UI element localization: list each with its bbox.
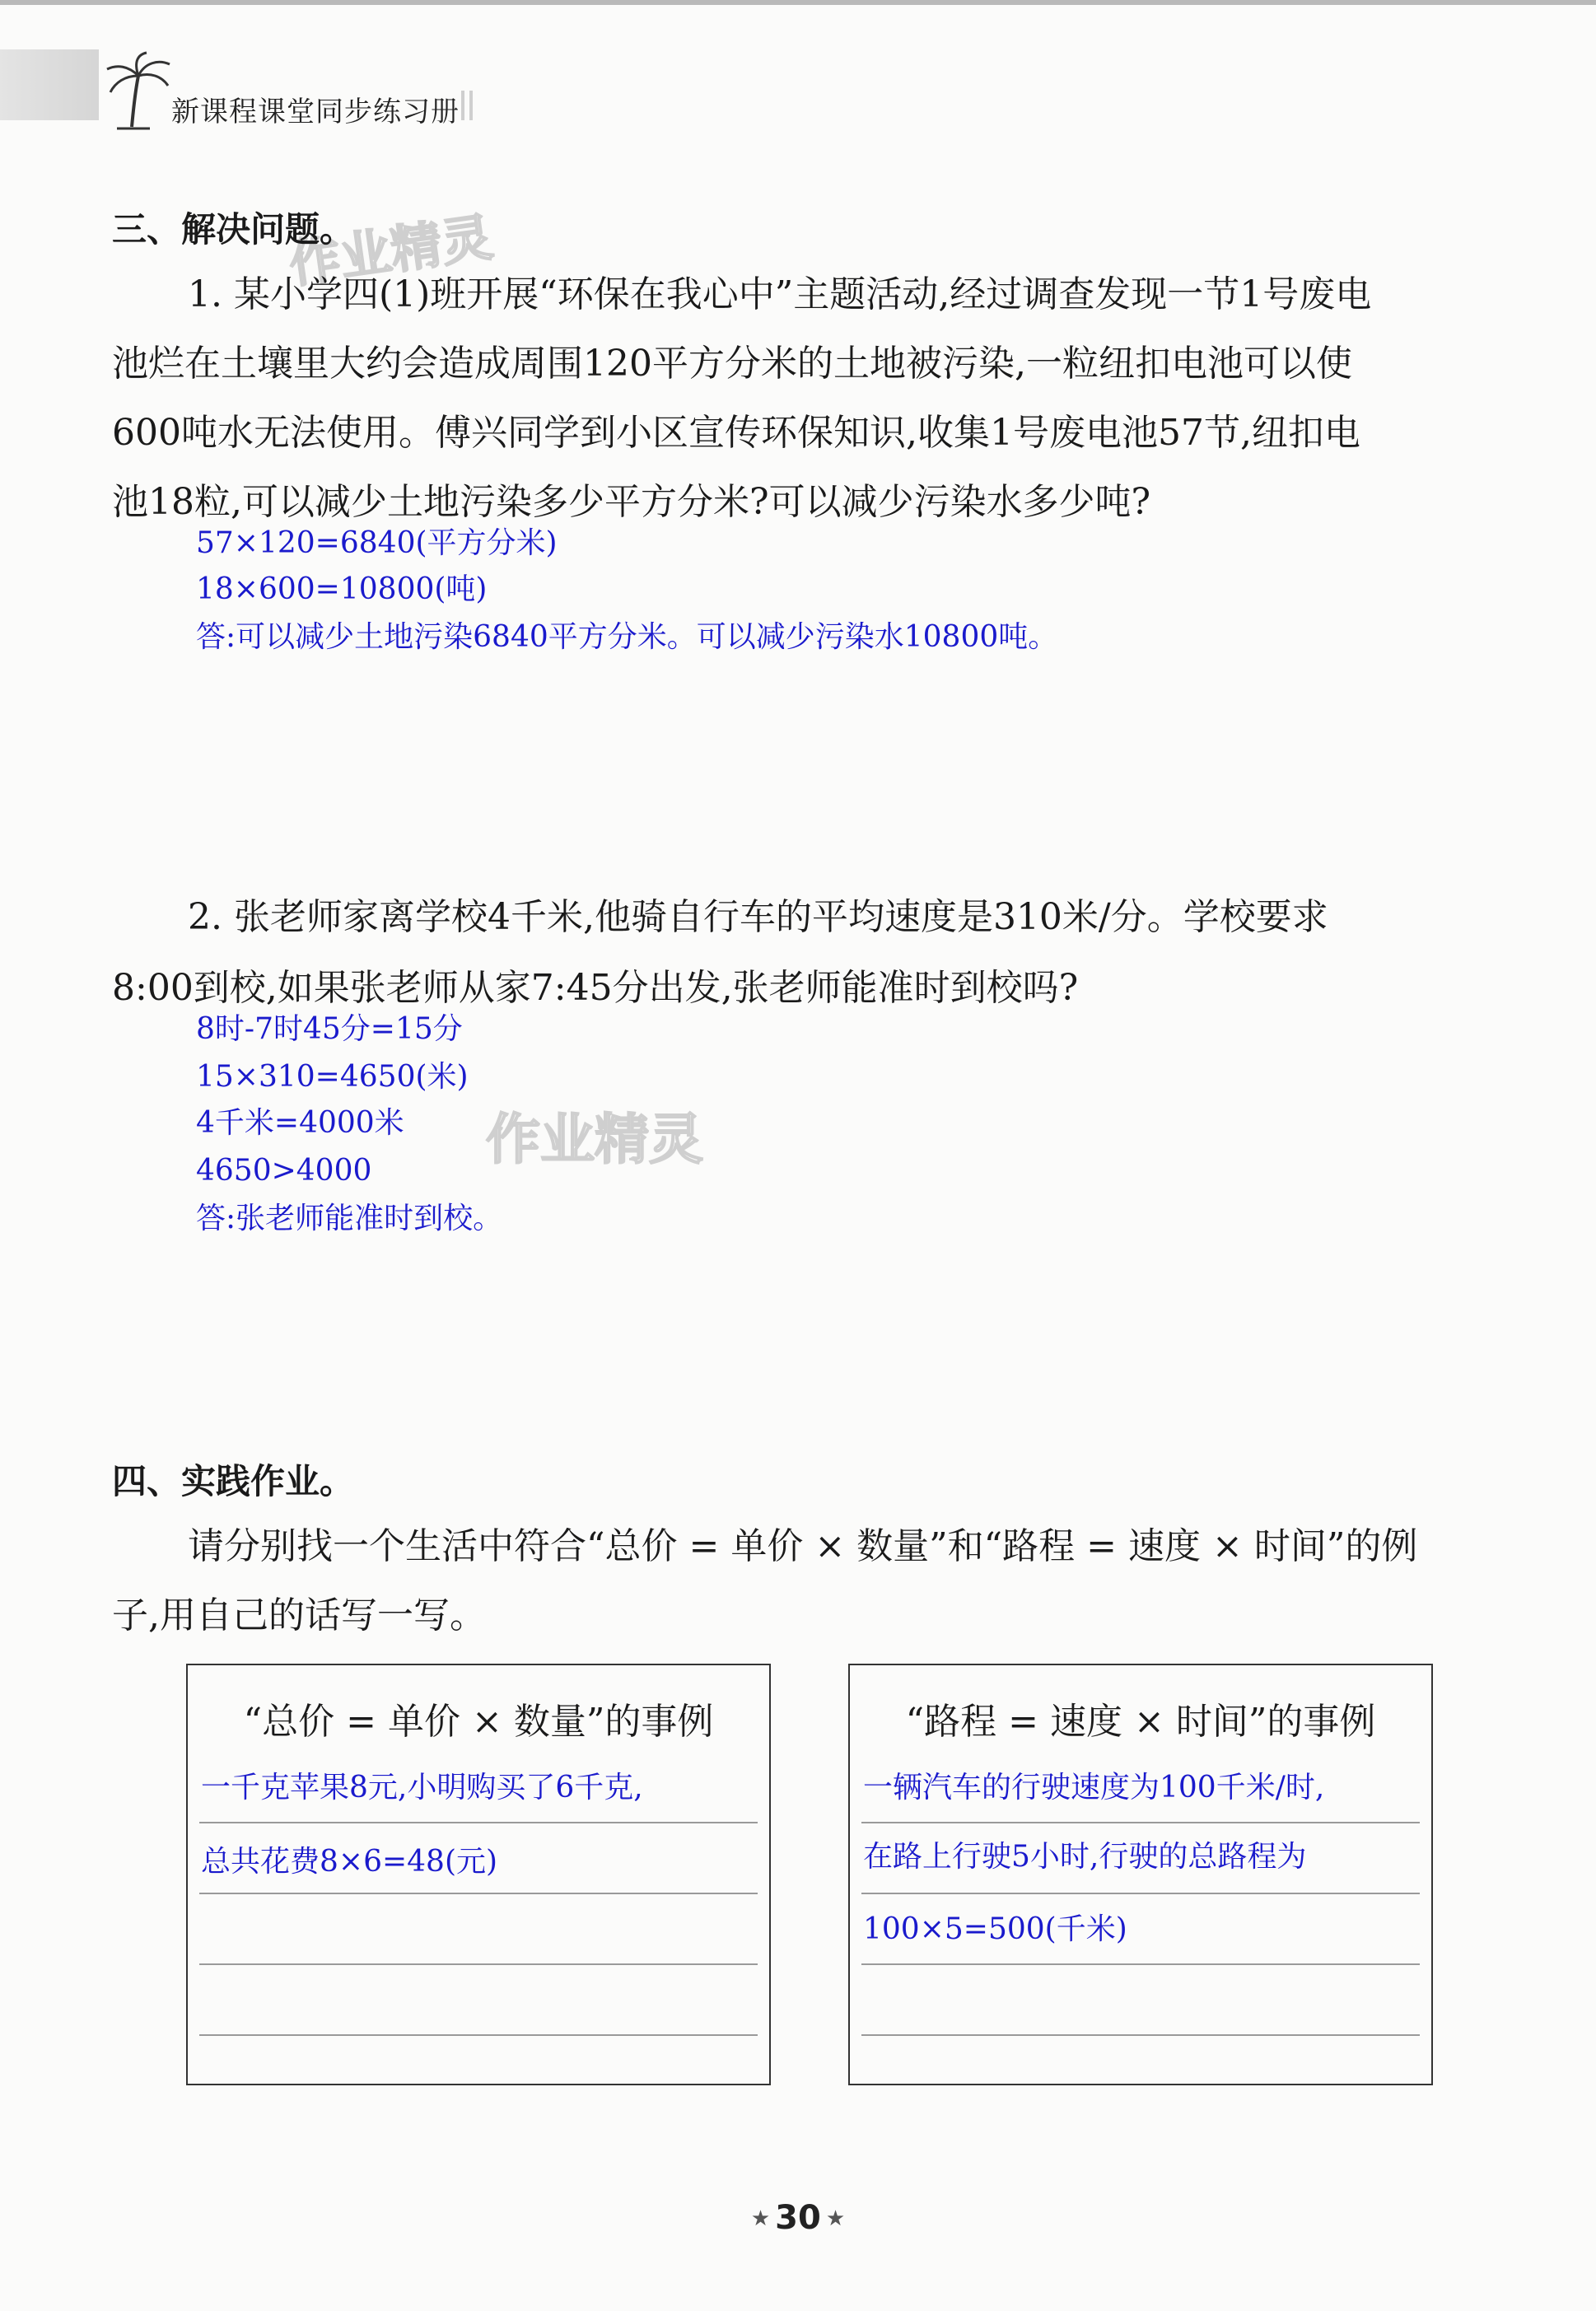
section4-line-2: 子,用自己的话写一写。 [112,1594,486,1636]
problem1-line-1: 1. 某小学四(1)班开展“环保在我心中”主题活动,经过调查发现一节1号废电 [188,273,1372,315]
box1-rule-1 [199,1822,758,1823]
box2-rule-3 [861,1963,1420,1965]
page-number: 30 [775,2199,821,2237]
problem1-answer-3: 答:可以减少土地污染6840平方分米。可以减少污染水10800吨。 [196,620,1058,654]
box2-title: “路程 = 速度 × 时间”的事例 [905,1701,1376,1743]
problem2-line-1: 2. 张老师家离学校4千米,他骑自行车的平均速度是310米/分。学校要求 [188,896,1328,938]
box2-rule-1 [861,1822,1420,1823]
problem1-answer-2: 18×600=10800(吨) [196,572,488,606]
problem2-answer-5: 答:张老师能准时到校。 [196,1202,503,1235]
problem2-answer-1: 8时-7时45分=15分 [196,1012,463,1046]
problem1-line-3: 600吨水无法使用。傅兴同学到小区宣传环保知识,收集1号废电池57节,纽扣电 [112,412,1360,454]
box2-rule-2 [861,1893,1420,1894]
box2-answer-2: 在路上行驶5小时,行驶的总路程为 [863,1840,1307,1874]
example-box-total-price [186,1664,771,2085]
box1-answer-2: 总共花费8×6=48(元) [201,1845,498,1879]
box1-rule-3 [199,1963,758,1965]
problem2-answer-4: 4650>4000 [196,1154,372,1188]
watermark-top: 作业精灵 [285,207,497,295]
header-band [0,49,99,120]
section3-heading: 三、解决问题。 [112,209,355,250]
header-title: 新课程课堂同步练习册 [171,96,460,128]
problem2-line-2: 8:00到校,如果张老师从家7:45分出发,张老师能准时到校吗? [112,967,1079,1009]
star-icon-right: ★ [825,2206,846,2231]
box1-title: “总价 = 单价 × 数量”的事例 [243,1701,714,1743]
box1-answer-1: 一千克苹果8元,小明购买了6千克, [201,1771,643,1804]
box2-answer-3: 100×5=500(千米) [863,1912,1127,1946]
star-icon-left: ★ [750,2206,771,2231]
problem2-answer-3: 4千米=4000米 [196,1106,404,1140]
problem2-answer-2: 15×310=4650(米) [196,1060,469,1094]
problem1-line-4: 池18粒,可以减少土地污染多少平方分米?可以减少污染水多少吨? [112,481,1151,523]
box2-answer-1: 一辆汽车的行驶速度为100千米/时, [863,1771,1325,1804]
example-box-distance [848,1664,1433,2085]
header-decor-bars [461,91,478,124]
palm-tree-icon [92,51,175,130]
section4-heading: 四、实践作业。 [112,1461,355,1501]
top-border [0,0,1596,5]
section4-line-1: 请分别找一个生活中符合“总价 = 单价 × 数量”和“路程 = 速度 × 时间”的例 [188,1525,1418,1567]
box1-rule-4 [199,2034,758,2036]
box2-rule-4 [861,2034,1420,2036]
page-footer [0,2199,1596,2237]
watermark-middle: 作业精灵 [486,1108,703,1171]
box1-rule-2 [199,1893,758,1894]
problem1-answer-1: 57×120=6840(平方分米) [196,526,558,560]
problem1-line-2: 池烂在土壤里大约会造成周围120平方分米的土地被污染,一粒纽扣电池可以使 [112,343,1352,385]
